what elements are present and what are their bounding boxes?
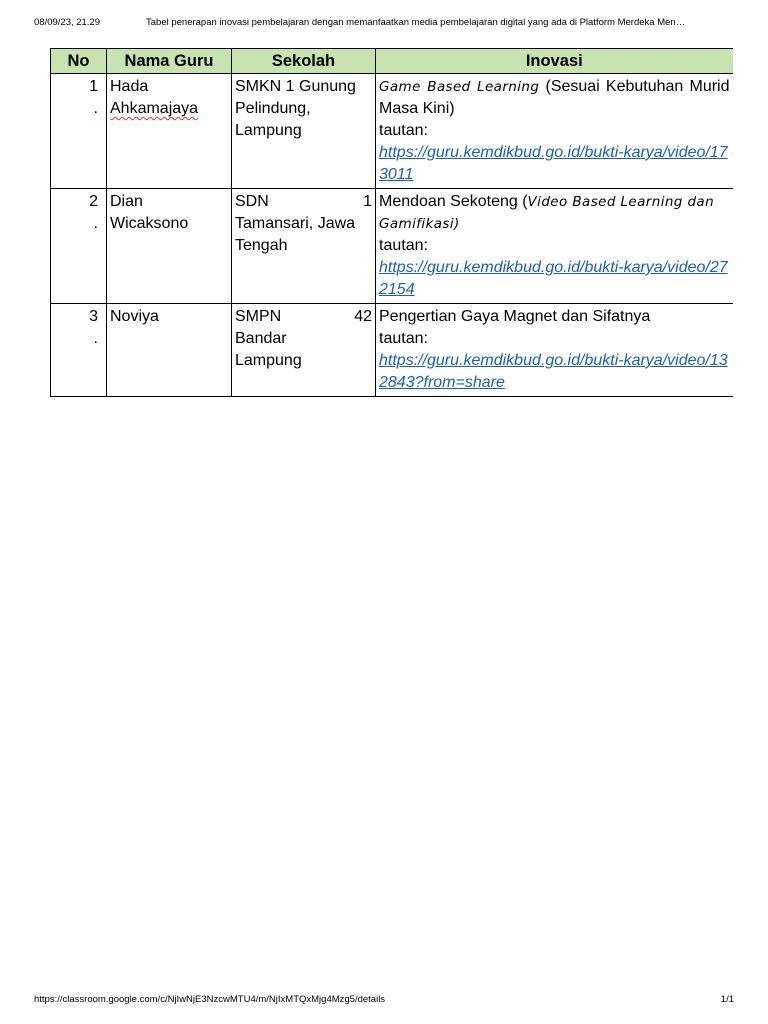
table-row: [51, 74, 733, 189]
innovation-cell: [376, 304, 733, 397]
teacher-name: Hada Ahkamajaya: [107, 74, 232, 189]
misspelled-word: Ahkamajaya: [110, 100, 199, 117]
teacher-name: Noviya: [107, 304, 232, 397]
source-url: https://classroom.google.com/c/NjIwNjE3NzcwMTU4/m/NjIxMTQxMjg4Mzg5/details: [34, 994, 386, 1005]
row-number: 1 .: [51, 74, 107, 189]
school-name: SMPN 42 Bandar Lampung: [232, 304, 376, 397]
column-header-inovasi: Inovasi: [376, 49, 733, 74]
innovation-link[interactable]: https://guru.kemdikbud.go.id/bukti-karya/video/173011: [379, 144, 728, 183]
column-header-no: No: [51, 49, 107, 74]
column-header-sekolah: Sekolah: [232, 49, 376, 74]
school-name: SMKN 1 Gunung Pelindung, Lampung: [232, 74, 376, 189]
column-header-nama-guru: Nama Guru: [107, 49, 232, 74]
print-title: Tabel penerapan inovasi pembelajaran dengan memanfaatkan media pembelajaran digital yang ada di Platform Merdeka Men…: [146, 17, 686, 28]
innovation-title: Mendoan Sekoteng (Video Based Learning dan Gamifikasi): [379, 193, 715, 232]
table-header-row: [51, 49, 733, 74]
school-name: SDN 1 Tamansari, Jawa Tengah: [232, 189, 376, 304]
tautan-label: tautan:: [379, 122, 428, 139]
innovation-link[interactable]: https://guru.kemdikbud.go.id/bukti-karya/video/272154: [379, 259, 728, 298]
innovation-title: Game Based Learning (Sesuai Kebutuhan Murid Masa Kini): [379, 78, 730, 117]
innovation-title: Pengertian Gaya Magnet dan Sifatnya: [379, 308, 651, 325]
innovation-link[interactable]: https://guru.kemdikbud.go.id/bukti-karya/video/132843?from=share: [379, 352, 728, 391]
innovation-cell: [376, 74, 733, 189]
teacher-name: Dian Wicaksono: [107, 189, 232, 304]
print-date: 08/09/23, 21.29: [34, 17, 101, 28]
tautan-label: tautan:: [379, 330, 428, 347]
page-number: 1/1: [720, 994, 734, 1005]
tautan-label: tautan:: [379, 237, 428, 254]
row-number: 3 .: [51, 304, 107, 397]
innovation-table: [50, 48, 733, 397]
print-footer: [34, 994, 734, 1005]
table-row: [51, 189, 733, 304]
innovation-cell: [376, 189, 733, 304]
row-number: 2 .: [51, 189, 107, 304]
table-row: [51, 304, 733, 397]
